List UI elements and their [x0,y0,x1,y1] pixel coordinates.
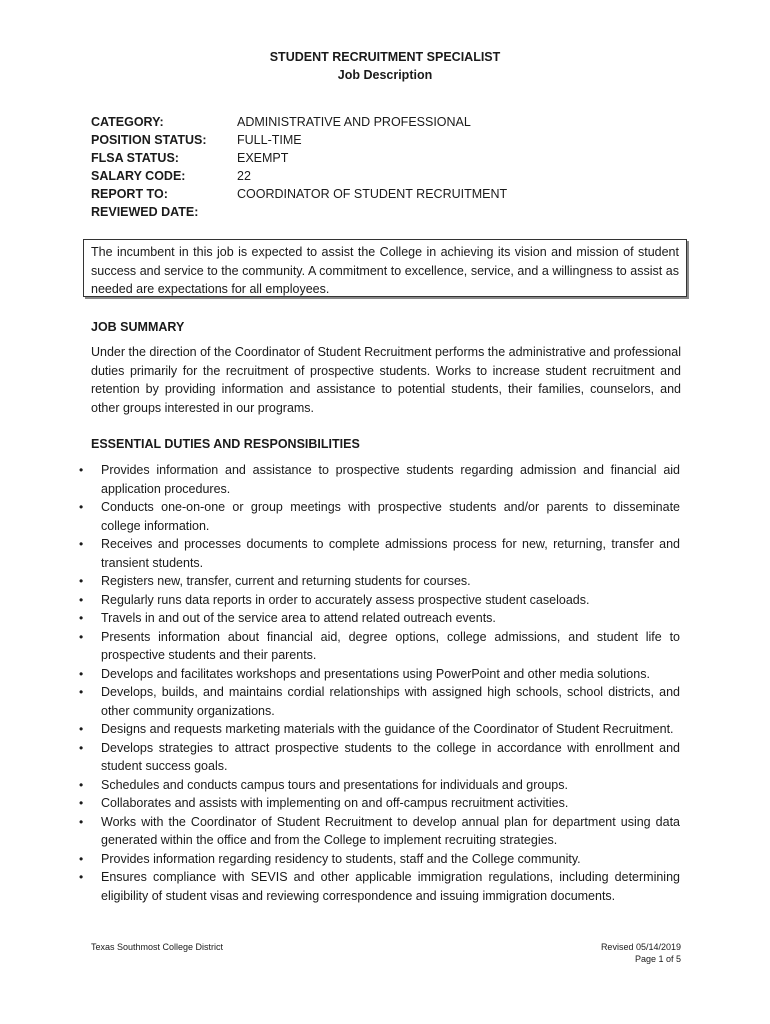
duty-item [78,535,680,572]
duty-item [78,628,680,665]
meta-label: REVIEWED DATE: [91,205,199,219]
bullet-icon: • [79,574,84,588]
bullet-icon: • [79,629,84,644]
meta-value: FULL-TIME [237,133,302,147]
duty-text: Collaborates and assists with implementing on and off-campus recruitment activities. [101,796,569,810]
meta-row-category [91,113,507,131]
duty-item [78,591,680,610]
duty-item [78,813,680,850]
meta-label: FLSA STATUS: [91,151,179,165]
duty-item [78,868,680,905]
bullet-icon: • [79,851,84,866]
duty-item [78,572,680,591]
duty-text: Receives and processes documents to complete admissions process for new, returning, transfer and transient students. [101,537,680,570]
duty-text: Works with the Coordinator of Student Recruitment to develop annual plan for department using data generated within the office and from the College to implement recruiting strategies. [101,814,680,847]
bullet-icon: • [79,796,84,810]
duty-item [78,850,680,869]
duty-text: Provides information regarding residency to students, staff and the College community. [101,851,581,866]
bullet-icon: • [79,666,84,681]
bullet-icon: • [79,611,84,625]
duty-item [78,683,680,720]
duty-item [78,609,680,628]
duty-text: Provides information and assistance to prospective students regarding admission and financial aid application procedures. [101,463,680,496]
meta-label: CATEGORY: [91,115,164,129]
meta-label: SALARY CODE: [91,169,186,183]
meta-label: POSITION STATUS: [91,133,207,147]
position-metadata [91,113,507,221]
bullet-icon: • [79,463,84,477]
bullet-icon: • [79,777,84,792]
duties-heading: ESSENTIAL DUTIES AND RESPONSIBILITIES [91,437,360,451]
duty-item [78,776,680,795]
duty-item [78,461,680,498]
meta-row-report-to [91,185,507,203]
job-summary-text: Under the direction of the Coordinator of Student Recruitment performs the administrative and professional duties primarily for the recruitment of prospective students. Works to increase student recruitment and retention by providing information and assistance to potential students, their families, counselors, and other groups interested in our programs. [91,345,681,415]
job-summary-heading: JOB SUMMARY [91,320,185,334]
bullet-icon: • [79,537,84,551]
bullet-icon: • [79,740,84,755]
meta-value: 22 [237,169,251,183]
duty-item [78,498,680,535]
meta-row-reviewed-date [91,203,507,221]
bullet-icon: • [79,592,84,607]
duty-text: Schedules and conducts campus tours and presentations for individuals and groups. [101,777,568,792]
duty-text: Develops, builds, and maintains cordial relationships with assigned high schools, school districts, and other community organizations. [101,685,680,718]
duties-list [78,461,680,905]
meta-value: EXEMPT [237,151,289,165]
duty-text: Regularly runs data reports in order to accurately assess prospective student caseloads. [101,592,590,607]
duty-text: Presents information about financial aid, degree options, college admissions, and student life to prospective students and their parents. [101,629,680,662]
mission-statement-box: The incumbent in this job is expected to assist the College in achieving its vision and mission of student success and service to the community. A commitment to excellence, service, and a willingness to assist as needed are expectations for all employees. [83,239,687,297]
duty-item [78,665,680,684]
footer-revised-date: Revised 05/14/2019 [600,942,681,952]
duty-item [78,739,680,776]
bullet-icon: • [79,870,84,884]
document-subtitle: Job Description [337,68,433,82]
duty-text: Designs and requests marketing materials with the guidance of the Coordinator of Student Recruitment. [101,722,674,736]
duty-text: Conducts one-on-one or group meetings with prospective students and/or parents to disseminate college information. [101,500,680,533]
bullet-icon: • [79,500,84,514]
footer-page-number: Page 1 of 5 [634,954,681,964]
footer-institution: Texas Southmost College District [91,942,224,952]
meta-row-salary-code [91,167,507,185]
meta-label: REPORT TO: [91,187,168,201]
duty-text: Develops strategies to attract prospective students to the college in accordance with enrollment and student success goals. [101,740,680,773]
duty-text: Develops and facilitates workshops and presentations using PowerPoint and other media solutions. [101,666,650,681]
bullet-icon: • [79,722,84,736]
meta-value: COORDINATOR OF STUDENT RECRUITMENT [237,187,508,201]
duty-text: Registers new, transfer, current and returning students for courses. [101,574,471,588]
meta-row-position-status [91,131,507,149]
duty-item [78,794,680,813]
bullet-icon: • [79,685,84,699]
bullet-icon: • [79,814,84,829]
duty-text: Ensures compliance with SEVIS and other applicable immigration regulations, including determining eligibility of student visas and reviewing correspondence and issuing immigration documents. [101,870,680,903]
document-title: STUDENT RECRUITMENT SPECIALIST [269,50,501,64]
duty-item [78,720,680,739]
meta-value: ADMINISTRATIVE AND PROFESSIONAL [237,115,471,129]
meta-row-flsa-status [91,149,507,167]
duty-text: Travels in and out of the service area to attend related outreach events. [101,611,496,625]
